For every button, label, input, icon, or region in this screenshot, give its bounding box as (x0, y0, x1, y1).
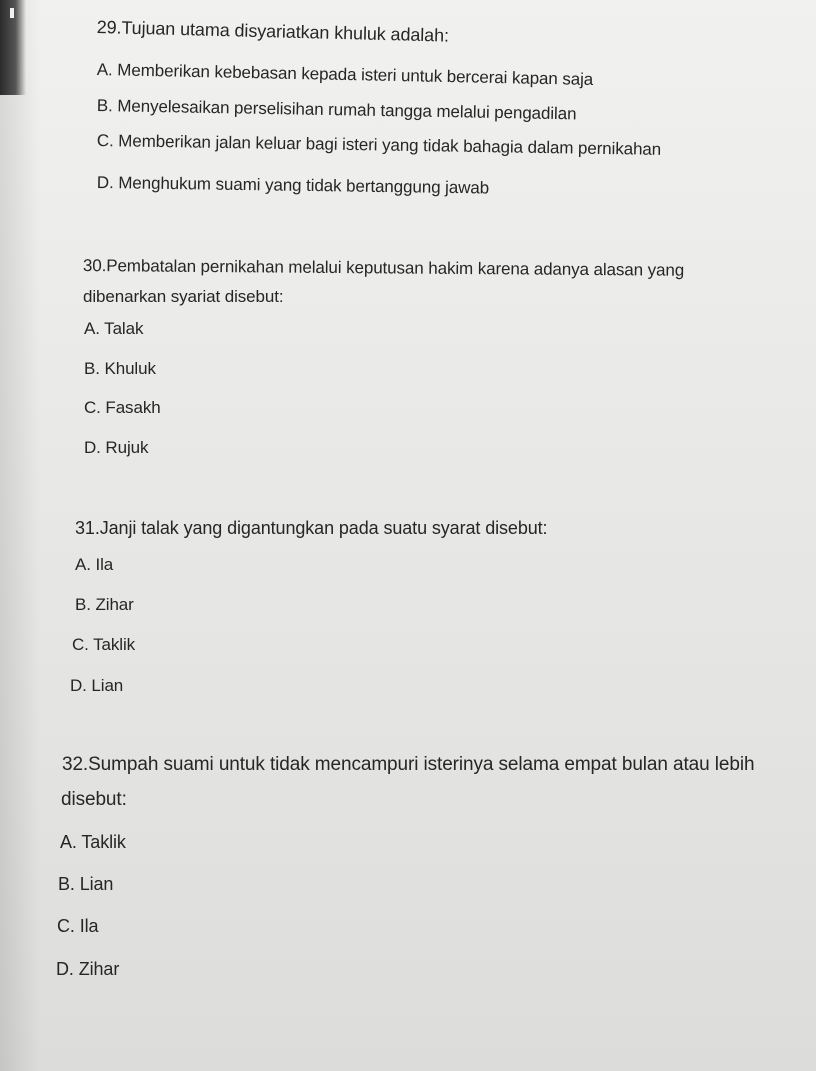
answer-option: B. Khuluk (84, 359, 156, 378)
question-stem: disebut: (61, 789, 127, 810)
answer-option: C. Taklik (72, 635, 136, 654)
page-shadow (0, 0, 40, 1071)
answer-option: A. Talak (84, 319, 144, 338)
page-edge-tick (10, 8, 14, 18)
answer-option: B. Zihar (75, 595, 134, 614)
answer-option: C. Fasakh (84, 398, 161, 417)
question-stem: 32.Sumpah suami untuk tidak mencampuri isterinya selama empat bulan atau lebih (62, 754, 755, 775)
answer-option: A. Ila (75, 555, 114, 574)
answer-option: A. Taklik (60, 832, 126, 852)
answer-option: D. Lian (70, 676, 124, 695)
answer-option: C. Ila (57, 916, 99, 936)
question-stem: 30.Pembatalan pernikahan melalui keputusan hakim karena adanya alasan yang (82, 256, 685, 280)
answer-option: D. Zihar (56, 959, 120, 979)
answer-option: B. Lian (58, 874, 114, 894)
answer-option: A. Memberikan kebebasan kepada isteri untuk bercerai kapan saja (96, 60, 594, 89)
question-stem: 29.Tujuan utama disyariatkan khuluk adalah: (96, 17, 450, 46)
question-stem: 31.Janji talak yang digantungkan pada suatu syarat disebut: (75, 518, 548, 538)
answer-option: D. Rujuk (84, 438, 149, 457)
question-stem: dibenarkan syariat disebut: (83, 287, 284, 306)
answer-option: C. Memberikan jalan keluar bagi isteri yang tidak bahagia dalam pernikahan (96, 131, 662, 159)
answer-option: D. Menghukum suami yang tidak bertanggung jawab (96, 173, 490, 198)
answer-option: B. Menyelesaikan perselisihan rumah tangga melalui pengadilan (96, 96, 577, 124)
